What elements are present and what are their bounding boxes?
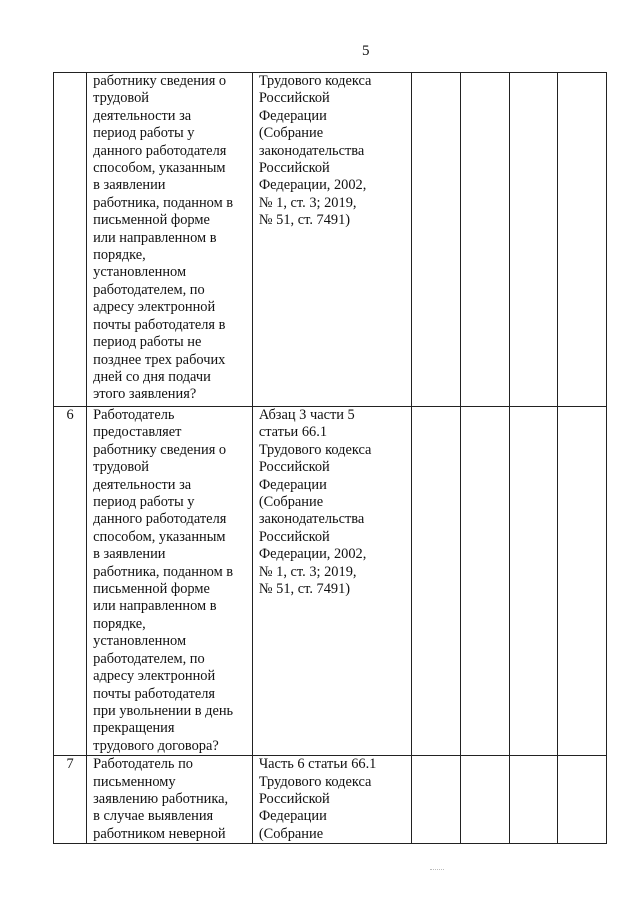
answer-not-applicable-cell	[509, 73, 558, 407]
answer-not-applicable-cell	[509, 756, 558, 844]
note-cell	[558, 407, 607, 756]
question-cell: Работодатель предоставляет работнику сведения о трудовой деятельности за период работы у данного работодателя способом, указанным в заявлении работника, поданном в письменной форме или направленном в порядке, установленном работодателем, по адресу электронной почты работодателя при увольнении в день прекращения трудового договора?	[87, 407, 253, 756]
table-row	[54, 73, 607, 407]
table-row	[54, 756, 607, 844]
answer-yes-cell	[412, 756, 461, 844]
answer-yes-cell	[412, 73, 461, 407]
scan-artifact	[430, 869, 444, 872]
legal-reference-cell: Трудового кодекса Российской Федерации (Собрание законодательства Российской Федерации, 2002, № 1, ст. 3; 2019, № 51, ст. 7491)	[252, 73, 411, 407]
legal-reference-cell: Часть 6 статьи 66.1 Трудового кодекса Российской Федерации (Собрание	[252, 756, 411, 844]
answer-yes-cell	[412, 407, 461, 756]
legal-reference-cell: Абзац 3 части 5 статьи 66.1 Трудового кодекса Российской Федерации (Собрание законодательства Российской Федерации, 2002, № 1, ст. 3; 2019, № 51, ст. 7491)	[252, 407, 411, 756]
answer-no-cell	[460, 73, 509, 407]
question-cell: Работодатель по письменному заявлению работника, в случае выявления работником неверной	[87, 756, 253, 844]
page-number: 5	[362, 43, 370, 59]
row-number: 7	[54, 756, 87, 844]
note-cell	[558, 73, 607, 407]
answer-no-cell	[460, 756, 509, 844]
question-cell: работнику сведения о трудовой деятельности за период работы у данного работодателя способом, указанным в заявлении работника, поданном в письменной форме или направленном в порядке, установленном работодателем, по адресу электронной почты работодателя в период работы не позднее трех рабочих дней со дня подачи этого заявления?	[87, 73, 253, 407]
table-row	[54, 407, 607, 756]
answer-not-applicable-cell	[509, 407, 558, 756]
answer-no-cell	[460, 407, 509, 756]
row-number	[54, 73, 87, 407]
note-cell	[558, 756, 607, 844]
checklist-table	[53, 72, 607, 844]
row-number: 6	[54, 407, 87, 756]
